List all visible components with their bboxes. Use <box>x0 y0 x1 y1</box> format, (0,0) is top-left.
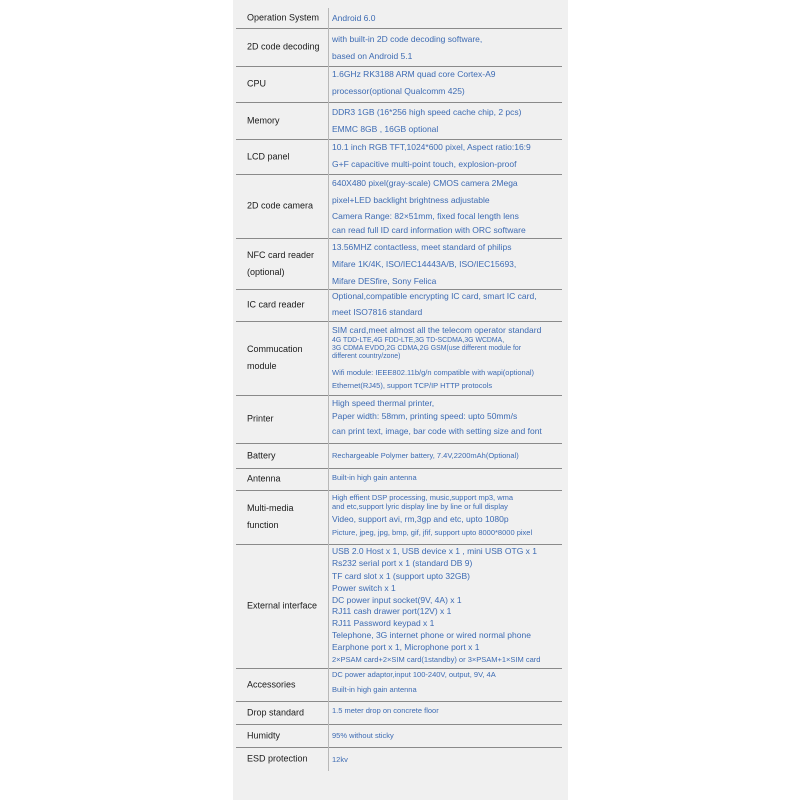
spec-row-2d-code-camera <box>236 174 562 239</box>
spec-value-line: 3G CDMA EVDO,2G CDMA,2G GSM(use different module for <box>332 345 522 352</box>
spec-value-line: Telephone, 3G internet phone or wired normal phone <box>332 630 531 640</box>
spec-value-line: 1.6GHz RK3188 ARM quad core Cortex-A9 <box>332 69 496 79</box>
spec-value-line: EMMC 8GB , 16GB optional <box>332 124 439 134</box>
spec-value-line: G+F capacitive multi-point touch, explosion-proof <box>332 159 517 169</box>
spec-row-ic-card-reader <box>236 289 562 322</box>
spec-row-nfc-card-reader-optional <box>236 238 562 290</box>
spec-row-printer <box>236 395 562 444</box>
spec-value-line: High effient DSP processing, music,support mp3, wma <box>332 493 514 502</box>
spec-value-line: USB 2.0 Host x 1, USB device x 1 , mini USB OTG x 1 <box>332 546 538 556</box>
spec-value-line: DC power input socket(9V, 4A) x 1 <box>332 595 462 605</box>
spec-row-operation-system <box>236 8 562 29</box>
spec-row-lcd-panel <box>236 139 562 175</box>
spec-value-cell <box>332 668 562 701</box>
spec-value-line: Built-in high gain antenna <box>332 473 417 482</box>
spec-value-line: Android 6.0 <box>332 13 376 23</box>
spec-value-cell <box>332 321 562 395</box>
spec-label: Commucation module <box>247 344 303 371</box>
spec-value-line: Video, support avi, rm,3gp and etc, upto 1080p <box>332 514 509 524</box>
spec-row-antenna <box>236 468 562 491</box>
spec-value-cell <box>332 8 562 28</box>
spec-label-cell <box>236 102 329 139</box>
spec-value-line: meet ISO7816 standard <box>332 307 423 317</box>
spec-label-cell <box>236 701 329 724</box>
spec-label-cell <box>236 544 329 668</box>
spec-label: NFC card reader (optional) <box>247 249 315 277</box>
spec-value-cell <box>332 747 562 771</box>
spec-row-battery <box>236 443 562 469</box>
spec-label: External interface <box>247 600 318 611</box>
spec-row-memory <box>236 102 562 140</box>
spec-label-cell <box>236 66 329 102</box>
spec-value-line: can print text, image, bar code with setting size and font <box>332 426 542 436</box>
spec-row-external-interface <box>236 544 562 669</box>
spec-row-esd-protection <box>236 747 562 771</box>
spec-label: Drop standard <box>247 707 305 717</box>
spec-value-line: can read full ID card information with ORC software <box>332 225 526 235</box>
spec-row-cpu <box>236 66 562 103</box>
spec-value-line: and etc,support lyric display line by line or full display <box>332 502 508 511</box>
spec-label-cell <box>236 8 329 28</box>
spec-label: Printer <box>247 413 274 424</box>
spec-value-line: pixel+LED backlight brightness adjustable <box>332 195 490 205</box>
spec-value-cell <box>332 395 562 443</box>
spec-label: IC card reader <box>247 299 305 310</box>
spec-label-cell <box>236 28 329 66</box>
spec-label: Battery <box>247 450 276 460</box>
spec-row-accessories <box>236 668 562 702</box>
spec-value-line: RJ11 cash drawer port(12V) x 1 <box>332 606 452 616</box>
spec-label: ESD protection <box>247 753 308 764</box>
spec-value-cell <box>332 289 562 321</box>
spec-value-line: 13.56MHZ contactless, meet standard of philips <box>332 242 512 252</box>
spec-label: LCD panel <box>247 151 290 161</box>
spec-value-cell <box>332 102 562 139</box>
spec-sheet <box>233 0 568 800</box>
spec-value-cell <box>332 443 562 468</box>
spec-value-line: based on Android 5.1 <box>332 51 413 61</box>
spec-value-line: Picture, jpeg, jpg, bmp, gif, jfif, support upto 8000*8000 pixel <box>332 528 533 537</box>
spec-label: Humidty <box>247 730 281 740</box>
spec-label: Memory <box>247 115 280 125</box>
spec-value-line: processor(optional Qualcomm 425) <box>332 86 465 96</box>
spec-label: 2D code decoding <box>247 41 320 52</box>
spec-value-line: Power switch x 1 <box>332 583 396 593</box>
spec-value-cell <box>332 468 562 490</box>
spec-value-line: 10.1 inch RGB TFT,1024*600 pixel, Aspect ratio:16:9 <box>332 142 531 152</box>
spec-value-cell <box>332 544 562 668</box>
spec-value-line: Built-in high gain antenna <box>332 685 417 694</box>
spec-value-line: DDR3 1GB (16*256 high speed cache chip, 2 pcs) <box>332 107 522 117</box>
spec-value-cell <box>332 66 562 102</box>
spec-value-line: Paper width: 58mm, printing speed: upto 50mm/s <box>332 411 518 421</box>
spec-value-line: High speed thermal printer, <box>332 398 435 408</box>
spec-row-multi-media-function <box>236 490 562 545</box>
spec-value-line: TF card slot x 1 (support upto 32GB) <box>332 571 470 581</box>
spec-value-line: Mifare 1K/4K, ISO/IEC14443A/B, ISO/IEC15693, <box>332 259 517 269</box>
spec-value-cell <box>332 28 562 66</box>
spec-value-line: Rechargeable Polymer battery, 7.4V,2200mAh(Optional) <box>332 451 519 460</box>
spec-value-line: Ethernet(RJ45), support TCP/IP HTTP protocols <box>332 381 493 390</box>
spec-value-line: Optional,compatible encrypting IC card, smart IC card, <box>332 291 537 301</box>
spec-value-line: SIM card,meet almost all the telecom operator standard <box>332 325 542 335</box>
spec-value-line: 2×PSAM card+2×SIM card(1standby) or 3×PSAM+1×SIM card <box>332 655 541 664</box>
spec-label-cell <box>236 238 329 289</box>
spec-value-line: 12kv <box>332 755 348 764</box>
spec-value-cell <box>332 701 562 724</box>
spec-value-line: RJ11 Password keypad x 1 <box>332 618 435 628</box>
spec-label-cell <box>236 139 329 174</box>
spec-value-cell <box>332 724 562 747</box>
spec-label-cell <box>236 747 329 771</box>
spec-value-line: with built-in 2D code decoding software, <box>332 34 483 44</box>
spec-value-cell <box>332 139 562 174</box>
spec-label-cell <box>236 724 329 747</box>
spec-label: Operation System <box>247 12 320 23</box>
spec-label: Accessories <box>247 679 296 689</box>
spec-value-line: 95% without sticky <box>332 731 394 740</box>
spec-label: Multi-media function <box>247 503 294 530</box>
spec-value-line: Mifare DESfire, Sony Felica <box>332 276 437 286</box>
spec-label-cell <box>236 490 329 544</box>
spec-value-line: 640X480 pixel(gray-scale) CMOS camera 2Mega <box>332 178 518 188</box>
spec-label-cell <box>236 468 329 490</box>
spec-row-commucation-module <box>236 321 562 396</box>
spec-label-cell <box>236 174 329 238</box>
spec-value-line: different country/zone) <box>332 353 401 360</box>
spec-label: 2D code camera <box>247 200 314 211</box>
spec-row-humidty <box>236 724 562 748</box>
spec-label-cell <box>236 443 329 468</box>
spec-label-cell <box>236 395 329 443</box>
spec-value-line: 1.5 meter drop on concrete floor <box>332 706 439 715</box>
spec-value-line: DC power adaptor,input 100-240V, output, 9V, 4A <box>332 670 496 679</box>
spec-value-line: Wifi module: IEEE802.11b/g/n compatible with wapi(optional) <box>332 368 535 377</box>
spec-row-2d-code-decoding <box>236 28 562 67</box>
spec-value-cell <box>332 490 562 544</box>
spec-label: CPU <box>247 78 267 89</box>
spec-label: Antenna <box>247 473 281 484</box>
spec-label-cell <box>236 321 329 395</box>
spec-value-line: Camera Range: 82×51mm, fixed focal length lens <box>332 211 519 221</box>
spec-label-cell <box>236 668 329 701</box>
spec-value-line: Earphone port x 1, Microphone port x 1 <box>332 642 480 652</box>
spec-value-cell <box>332 174 562 238</box>
spec-value-cell <box>332 238 562 289</box>
spec-label-cell <box>236 289 329 321</box>
spec-value-line: Rs232 serial port x 1 (standard DB 9) <box>332 558 473 568</box>
spec-row-drop-standard <box>236 701 562 725</box>
spec-value-line: 4G TDD-LTE,4G FDD-LTE,3G TD-SCDMA,3G WCDMA, <box>332 337 505 344</box>
